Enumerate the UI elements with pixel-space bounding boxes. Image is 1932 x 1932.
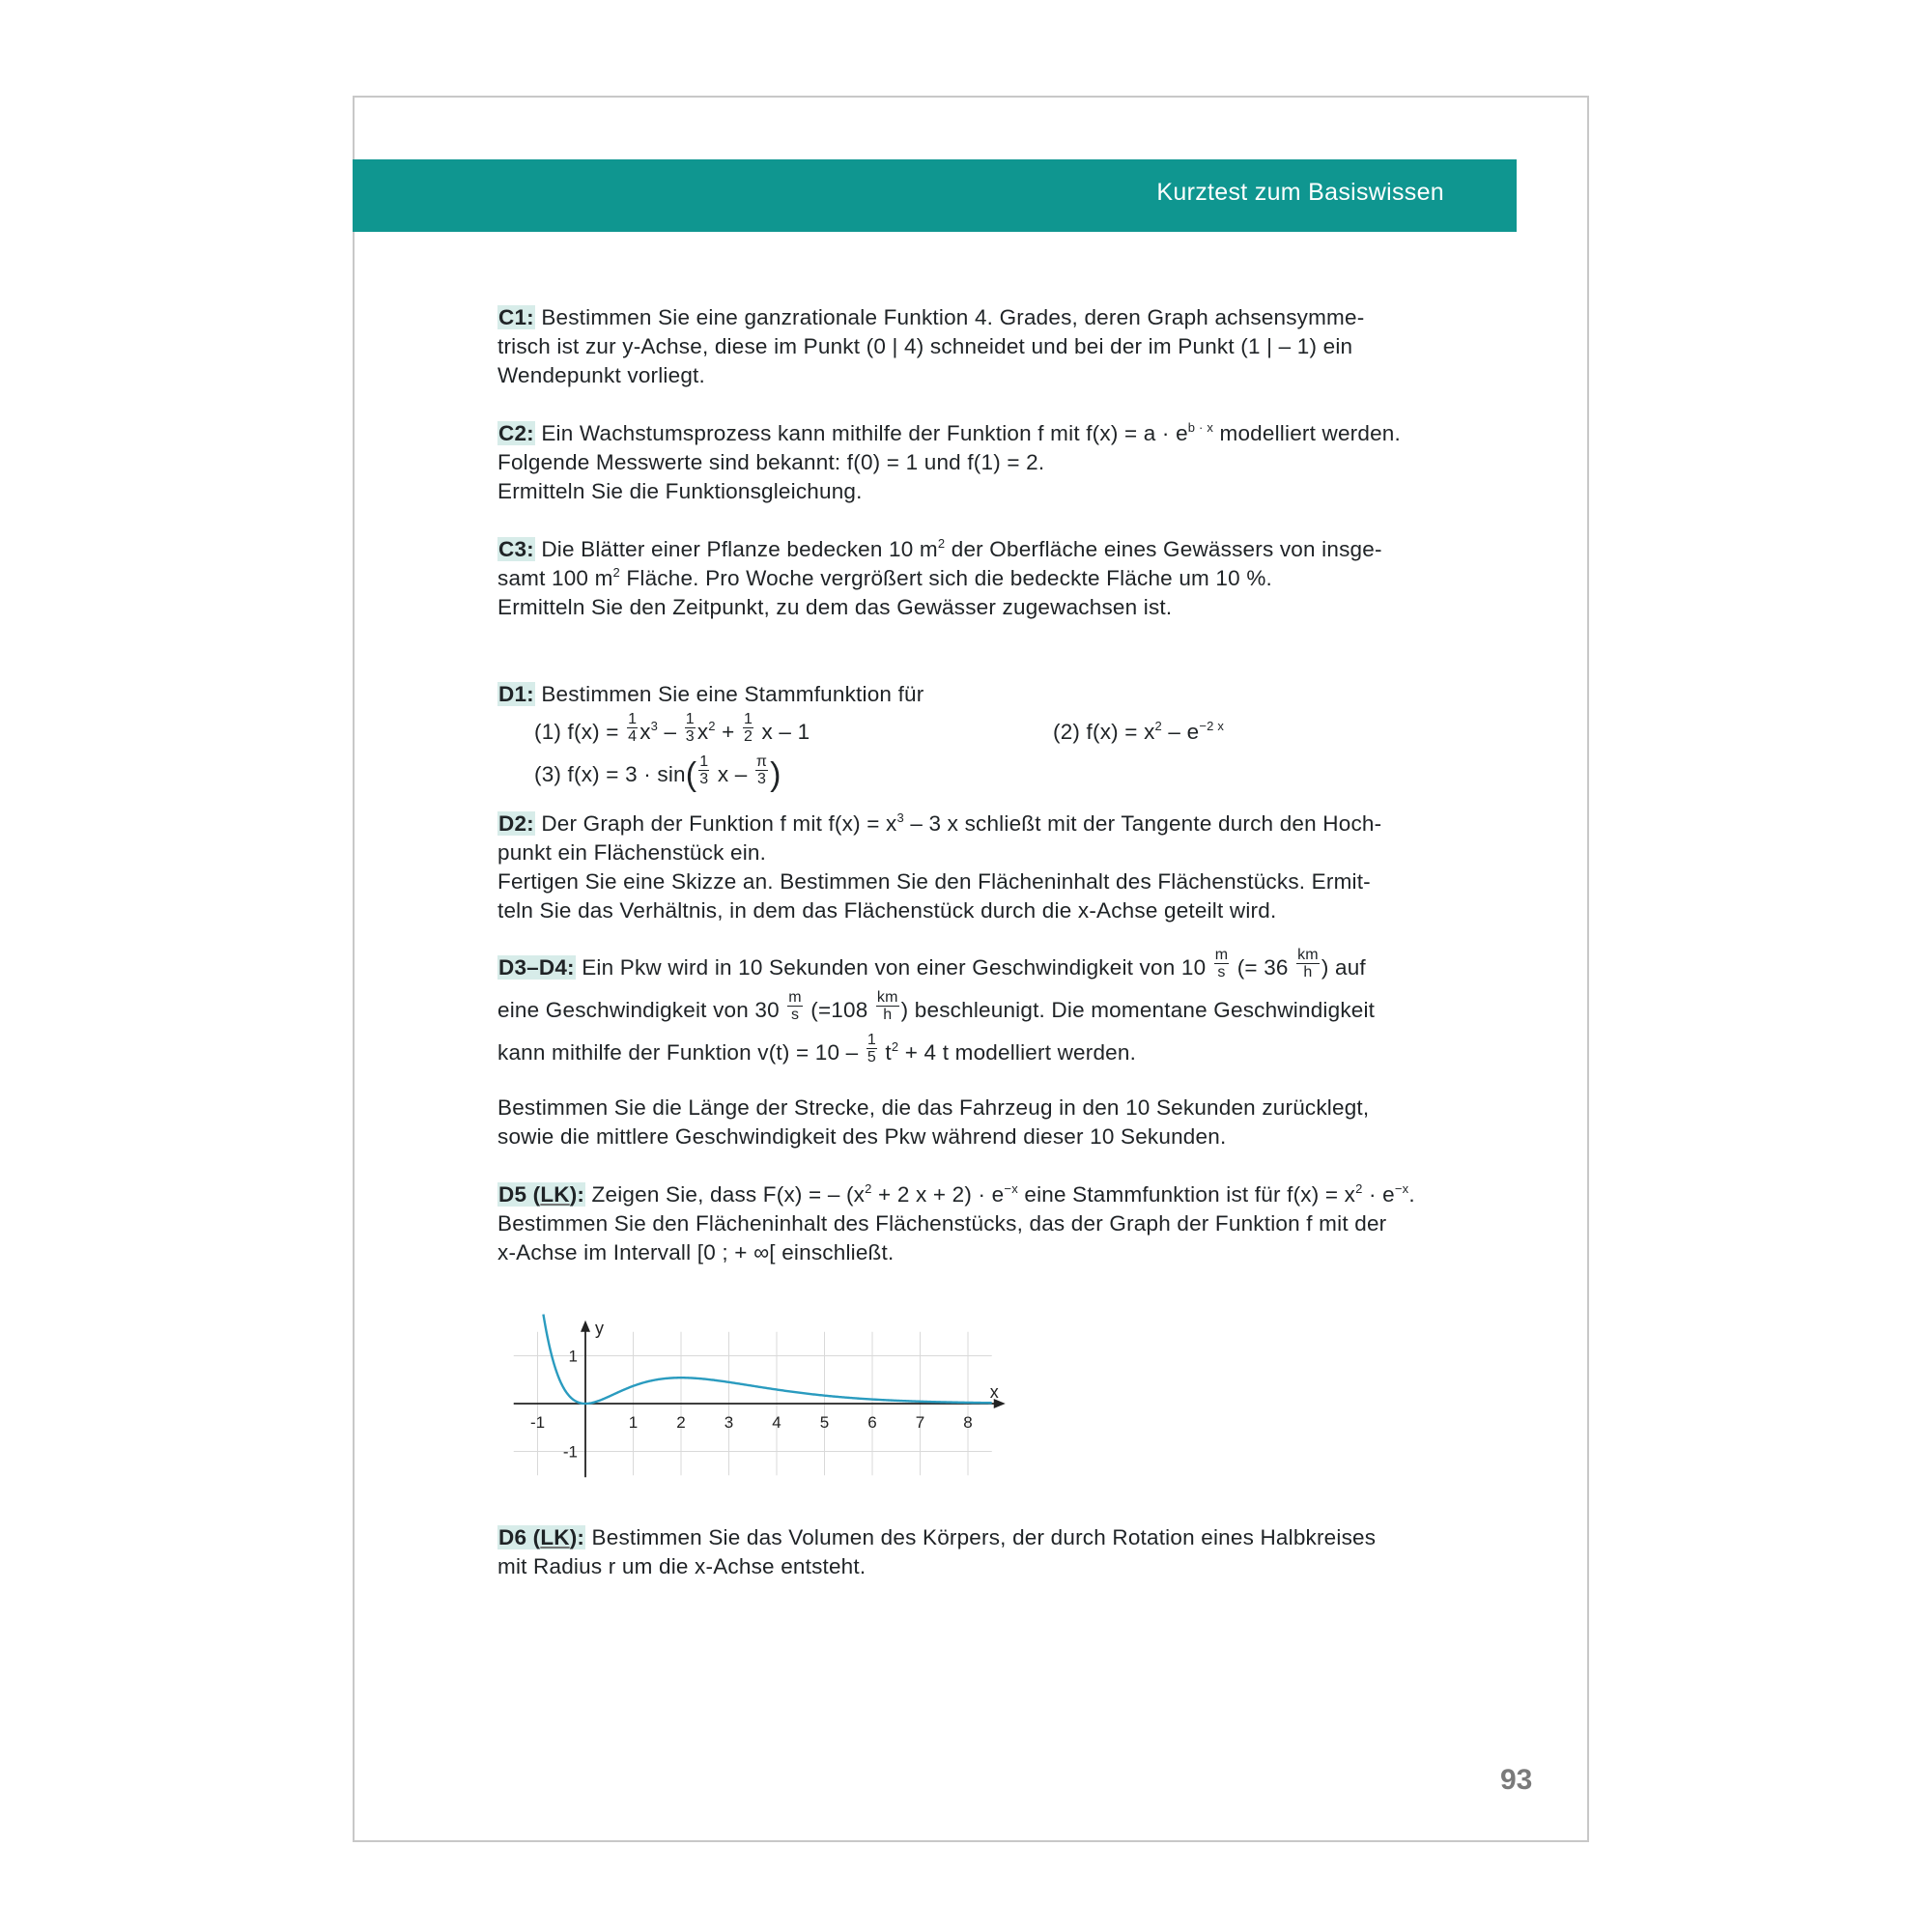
y-tick-label: 1: [568, 1347, 578, 1366]
task-label: D5 (LK):: [498, 1182, 585, 1207]
task-text: x-Achse im Intervall [0 ; + ∞[ einschließt.: [497, 1240, 895, 1264]
task-d3-d4: D3–D4: Ein Pkw wird in 10 Sekunden von einer Geschwindigkeit von 10 $\frac{m}{s}$ (= 36 $\frac{km}{h}$ ) auf eine Geschwindigkeit von 30 $\frac{m}{s}$ (=108 $\frac{km}{h}$ ) beschleunigt. Die momentane Geschwindigkeit kann mithilfe der Funktion v(t) = 10 – $\frac{1}{5}$ $t^2 + 4$ t modelliert werden. Bestimmen Sie die Länge der Strecke, die das Fahrzeug in den 10 Sekunden zurücklegt, sowie die mittlere Geschwindigkeit des Pkw während dieser 10 Sekunden.: [497, 947, 1449, 1151]
task-label: D2:: [498, 811, 534, 836]
task-text: trisch ist zur y-Achse, diese im Punkt (0 | 4) schneidet und bei der im Punkt (1 | – 1) ein: [497, 334, 1353, 358]
task-c2: C2: Ein Wachstumsprozess kann mithilfe der Funktion f mit $f(x) = a \cdot e^{b \cdot x}$ modelliert werden. Folgende Messwerte sind bekannt: f(0) = 1 und f(1) = 2. Ermitteln Sie die Funktionsgleichung.: [497, 419, 1449, 506]
formula-3: (3) f(x) = 3 · sin( $\frac{1}{3}$ x – $\frac{\pi}{3}$ ): [534, 753, 781, 793]
x-tick-label: 5: [819, 1413, 830, 1432]
formula-1: (1) f(x) = $\frac{1}{4}$ $x^3$ – $\frac{1}{3}$ $x^2$ + $\frac{1}{2}$ x – 1: [534, 710, 810, 745]
task-d6: D6 (LK): Bestimmen Sie das Volumen des Körpers, der durch Rotation eines Halbkreises mit Radius r um die x-Achse entsteht.: [497, 1523, 1449, 1581]
x-tick-label: -1: [529, 1413, 546, 1432]
task-d1: D1: Bestimmen Sie eine Stammfunktion für (1) f(x) = $\frac{1}{4}$ $x^3$ – $\frac{1}{3}$ $x^2$ + $\frac{1}{2}$ x – 1 (2) $f(x) = x^2 - e^{-2 x}$ (3) f(x) = 3 · sin( $\frac{1}{3}$ x – $\frac{\pi}{3}$ ): [497, 680, 1449, 796]
task-text: Ermitteln Sie den Zeitpunkt, zu dem das Gewässer zugewachsen ist.: [497, 595, 1173, 619]
task-c1: [497, 303, 1449, 390]
x-tick-label: 2: [676, 1413, 686, 1432]
task-d2: D2: Der Graph der Funktion f mit $f(x) = x^3 - 3$ x schließt mit der Tangente durch den Hoch- punkt ein Flächenstück ein. Fertigen Sie eine Skizze an. Bestimmen Sie den Flächeninhalt des Flächenstücks. Ermit- teln Sie das Verhältnis, in dem das Flächenstück durch die x-Achse geteilt wird.: [497, 810, 1449, 925]
task-text: Bestimmen Sie eine ganzrationale Funktion 4. Grades, deren Graph achsensymme-: [541, 305, 1365, 329]
task-d5: D5 (LK): Zeigen Sie, dass F(x) = – ($x^2 + 2$ $x + 2) \cdot e^{-x}$ eine Stammfunktion ist für $f(x) = x^2 \cdot e^{-x}$. Bestimmen Sie den Flächeninhalt des Flächenstücks, das der Graph der Funktion f mit der x-Achse im Intervall [0 ; + ∞[ einschließt.: [497, 1180, 1449, 1267]
header-banner: [353, 159, 1517, 232]
formula-row: [497, 753, 1449, 796]
page-number: 93: [1500, 1764, 1533, 1796]
formula-row: [497, 711, 1449, 753]
task-text: Fertigen Sie eine Skizze an. Bestimmen Sie den Flächeninhalt des Flächenstücks. Ermit-: [497, 869, 1371, 894]
task-text: mit Radius r um die x-Achse entsteht.: [497, 1554, 867, 1578]
function-curve: [543, 1315, 991, 1404]
x-tick-label: 3: [724, 1413, 734, 1432]
x-axis-label: x: [989, 1382, 999, 1402]
x-tick-label: 7: [915, 1413, 925, 1432]
task-text: sowie die mittlere Geschwindigkeit des Pkw während dieser 10 Sekunden.: [497, 1124, 1227, 1149]
task-label: D6 (LK):: [498, 1525, 585, 1549]
x-tick-label: 8: [963, 1413, 973, 1432]
task-content: [497, 303, 1449, 1267]
task-label: D1:: [498, 682, 534, 706]
y-axis-arrow: [581, 1321, 590, 1332]
task-text: Bestimmen Sie den Flächeninhalt des Flächenstücks, das der Graph der Funktion f mit der: [497, 1211, 1387, 1236]
task-c3: C3: Die Blätter einer Pflanze bedecken 10 $m^2$ der Oberfläche eines Gewässers von insge- samt 100 $m^2$ Fläche. Pro Woche vergrößert sich die bedeckte Fläche um 10 %. Ermitteln Sie den Zeitpunkt, zu dem das Gewässer zugewachsen ist.: [497, 535, 1449, 622]
task-text: Wendepunkt vorliegt.: [497, 363, 705, 387]
y-axis-label: y: [595, 1318, 604, 1338]
x-tick-label: 6: [867, 1413, 877, 1432]
formula-2: (2) $f(x) = x^2 - e^{-2 x}$: [1053, 719, 1225, 744]
task-label: D3–D4:: [498, 955, 575, 980]
task-label: C1:: [498, 305, 534, 329]
x-tick-label: 1: [628, 1413, 639, 1432]
task-text: teln Sie das Verhältnis, in dem das Flächenstück durch die x-Achse geteilt wird.: [497, 898, 1277, 923]
function-graph: [493, 1314, 999, 1483]
task-text: Folgende Messwerte sind bekannt: f(0) = 1 und f(1) = 2.: [497, 450, 1045, 474]
task-label: C2:: [498, 421, 534, 445]
x-tick-label: 4: [772, 1413, 781, 1432]
task-label: C3:: [498, 537, 534, 561]
task-text: Bestimmen Sie die Länge der Strecke, die das Fahrzeug in den 10 Sekunden zurücklegt,: [497, 1095, 1370, 1120]
task-text: punkt ein Flächenstück ein.: [497, 840, 767, 865]
task-d6-wrapper: [497, 1523, 1449, 1581]
page-title: Kurztest zum Basiswissen: [1156, 179, 1444, 206]
task-text: Ermitteln Sie die Funktionsgleichung.: [497, 479, 863, 503]
y-tick-label: -1: [562, 1442, 578, 1462]
